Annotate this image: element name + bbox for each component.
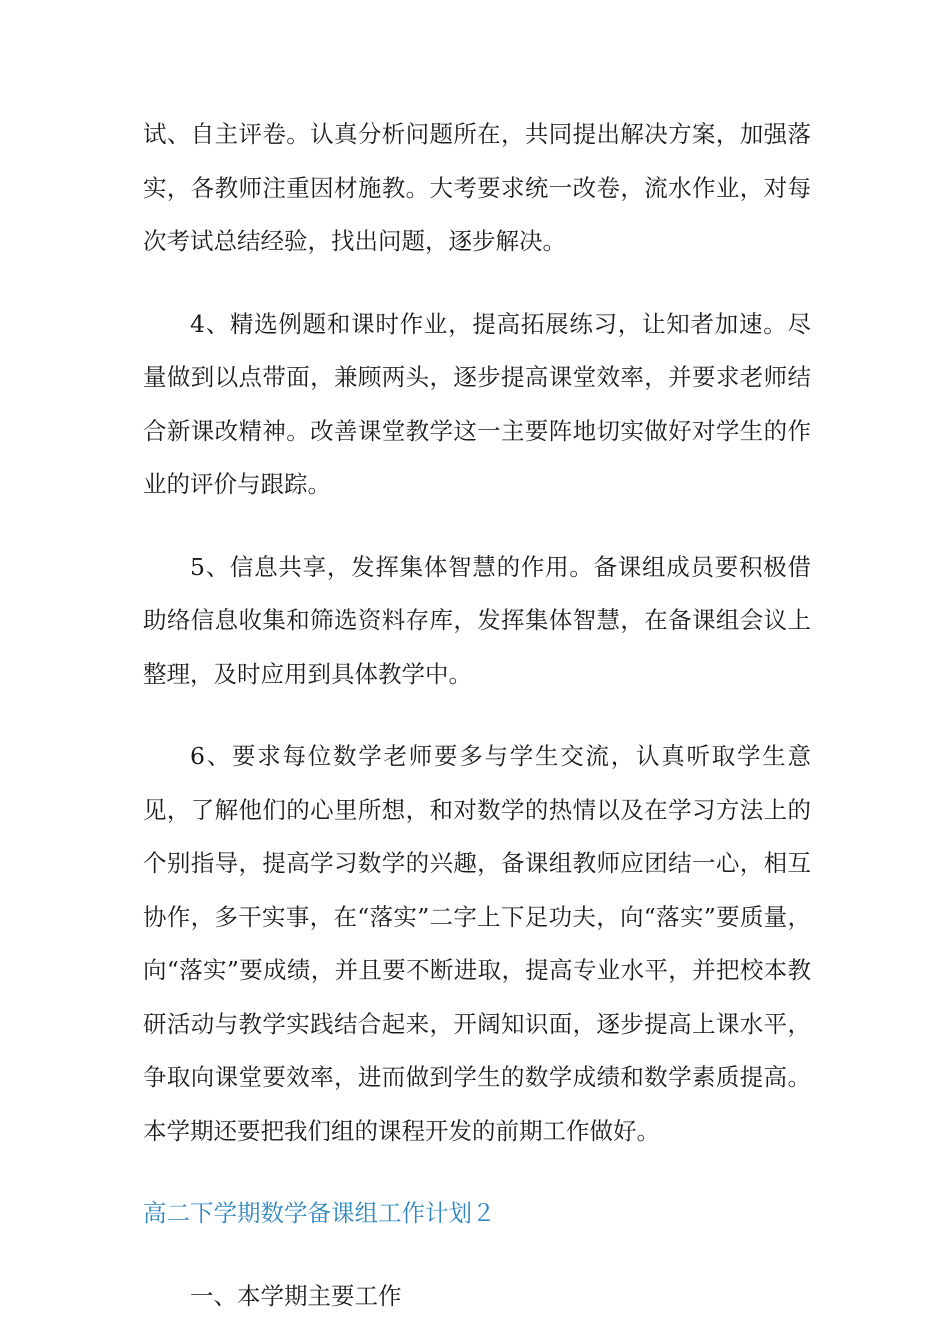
paragraph-gap [143,1158,811,1187]
paragraph-gap [143,701,811,730]
section-subheading: 一、本学期主要工作 [190,1281,402,1310]
paragraph-gap [143,1241,811,1270]
paragraph-2: 4、精选例题和课时作业，提高拓展练习，让知者加速。尽量做到以点带面，兼顾两头，逐步提高课堂效率，并要求老师结合新课改精神。改善课堂教学这一主要阵地切实做好对学生的作业的评价与跟踪。 [143,309,811,498]
paragraph-3: 5、信息共享，发挥集体智慧的作用。备课组成员要积极借助络信息收集和筛选资料存库，发挥集体智慧，在备课组会议上整理，及时应用到具体教学中。 [143,552,811,688]
paragraph-gap [143,512,811,541]
paragraph-1: 试、自主评卷。认真分析问题所在，共同提出解决方案，加强落实，各教师注重因材施教。大考要求统一改卷，流水作业，对每次考试总结经验，找出问题，逐步解决。 [143,120,811,255]
paragraph-4: 6、要求每位数学老师要多与学生交流，认真听取学生意见，了解他们的心里所想，和对数学的热情以及在学习方法上的个别指导，提高学习数学的兴趣，备课组教师应团结一心，相互协作，多干实事，在“落实”二字上下足功夫，向“落实”要质量，向“落实”要成绩，并且要不断进取，提高专业水平，并把校本教研活动与教学实践结合起来，开阔知识面，逐步提高上课水平，争取向课堂要效率，进而做到学生的数学成绩和数学素质提高。本学期还要把我们组的课程开发的前期工作做好。 [143,742,811,1145]
document-page [143,108,811,1323]
section-heading: 高二下学期数学备课组工作计划２ [143,1199,496,1227]
paragraph-gap [143,269,811,298]
